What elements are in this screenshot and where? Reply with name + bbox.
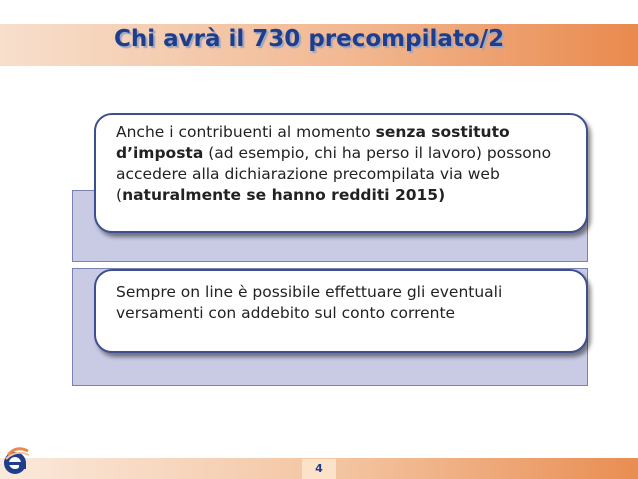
agenzia-entrate-logo-icon — [2, 443, 32, 477]
callout-2-segment: Sempre on line è possibile effettuare gli eventuali versamenti con addebito sul conto corrente — [116, 283, 503, 322]
page-number: 4 — [302, 459, 336, 479]
callout-2-text — [116, 282, 576, 324]
callout-1-text — [116, 122, 576, 206]
callout-1-segment: (ad esempio, chi ha perso il lavoro) possono accedere alla dichiarazione precompilata via web ( — [116, 144, 552, 204]
callout-1-segment: senza sostituto d’imposta — [116, 123, 510, 162]
callout-1 — [94, 113, 588, 233]
callout-1-segment: Anche i contribuenti al momento — [116, 123, 376, 141]
callout-1-segment: naturalmente se hanno redditi 2015) — [122, 186, 446, 204]
slide-title: Chi avrà il 730 precompilato/2 — [114, 26, 505, 52]
callout-2 — [94, 269, 588, 353]
